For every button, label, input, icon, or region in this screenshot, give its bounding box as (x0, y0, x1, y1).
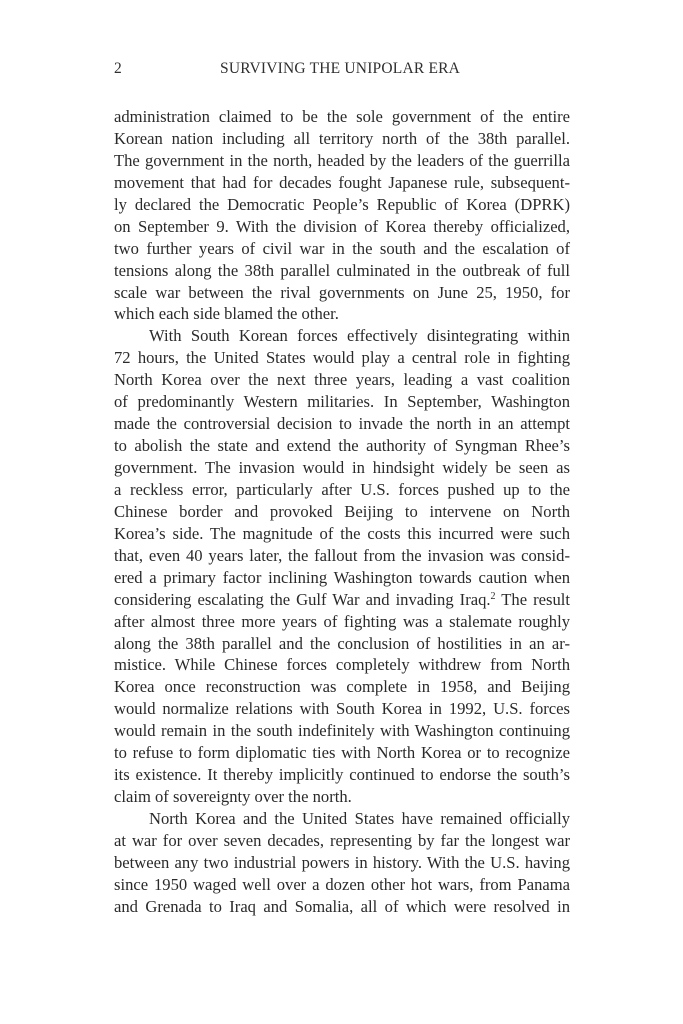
text-line: North Korea and the United States have remained officially (149, 809, 570, 828)
running-head (114, 58, 570, 80)
text-line: of predominantly Western militaries. In September, Washington (114, 392, 570, 412)
text-line: scale war between the rival governments on June 25, 1950, for (114, 282, 570, 302)
text-line: North Korea over the next three years, leading a vast coalition (114, 370, 570, 390)
text-line: to refuse to form diplomatic ties with North Korea or to recognize (114, 743, 570, 763)
text-line: which each side blamed the other. (114, 304, 339, 324)
paragraph-2 (114, 325, 570, 808)
text-segment: considering escalating the Gulf War and invading Iraq. (114, 589, 491, 609)
text-line: Korea’s side. The magnitude of the costs this incurred were such (114, 523, 570, 543)
text-line-with-footnote (114, 589, 570, 611)
text-line: claim of sovereignty over the north. (114, 787, 352, 807)
text-line: Korea once reconstruction was complete in 1958, and Beijing (114, 677, 570, 697)
page-number: 2 (114, 60, 122, 77)
text-line: Chinese border and provoked Beijing to intervene on North (114, 501, 570, 521)
text-segment: The result (495, 589, 570, 609)
text-line: made the controversial decision to invade the north in an attempt (114, 414, 570, 434)
text-line: its existence. It thereby implicitly continued to endorse the south’s (114, 765, 570, 785)
text-line: 72 hours, the United States would play a central role in fighting (114, 348, 570, 368)
text-line: tensions along the 38th parallel culminated in the outbreak of full (114, 260, 570, 280)
text-line: movement that had for decades fought Japanese rule, subsequent- (114, 172, 570, 192)
text-line: at war for over seven decades, representing by far the longest war (114, 830, 570, 850)
text-line: ly declared the Democratic People’s Republic of Korea (DPRK) (114, 194, 570, 214)
text-line: would remain in the south indefinitely with Washington continuing (114, 721, 570, 741)
text-line: that, even 40 years later, the fallout from the invasion was consid- (114, 545, 570, 565)
text-line: administration claimed to be the sole government of the entire (114, 107, 570, 126)
text-line: With South Korean forces effectively disintegrating within (149, 326, 570, 346)
running-title: SURVIVING THE UNIPOLAR ERA (220, 60, 461, 77)
paragraph-1 (114, 106, 570, 325)
text-line: and Grenada to Iraq and Somalia, all of which were resolved in (114, 896, 570, 916)
text-line: would normalize relations with South Korea in 1992, U.S. forces (114, 699, 570, 719)
text-line: two further years of civil war in the south and the escalation of (114, 238, 570, 258)
text-line: ered a primary factor inclining Washington towards caution when (114, 567, 570, 587)
footnote-marker[interactable]: 2 (490, 590, 496, 602)
text-line: mistice. While Chinese forces completely withdrew from North (114, 655, 570, 675)
text-line: government. The invasion would in hindsight widely be seen as (114, 458, 570, 477)
text-line: The government in the north, headed by the leaders of the guerrilla (114, 150, 570, 170)
text-line: after almost three more years of fighting was a stalemate roughly (114, 611, 570, 631)
text-line: along the 38th parallel and the conclusion of hostilities in an ar- (114, 633, 570, 653)
text-line: to abolish the state and extend the authority of Syngman Rhee’s (114, 436, 570, 456)
text-line: since 1950 waged well over a dozen other hot wars, from Panama (114, 874, 570, 894)
paragraph-3 (114, 808, 570, 918)
text-line: Korean nation including all territory north of the 38th parallel. (114, 128, 570, 148)
text-line: on September 9. With the division of Korea thereby officialized, (114, 216, 570, 236)
body-text (114, 106, 570, 918)
text-line: a reckless error, particularly after U.S. forces pushed up to the (114, 479, 570, 499)
text-line: between any two industrial powers in history. With the U.S. having (114, 852, 570, 872)
